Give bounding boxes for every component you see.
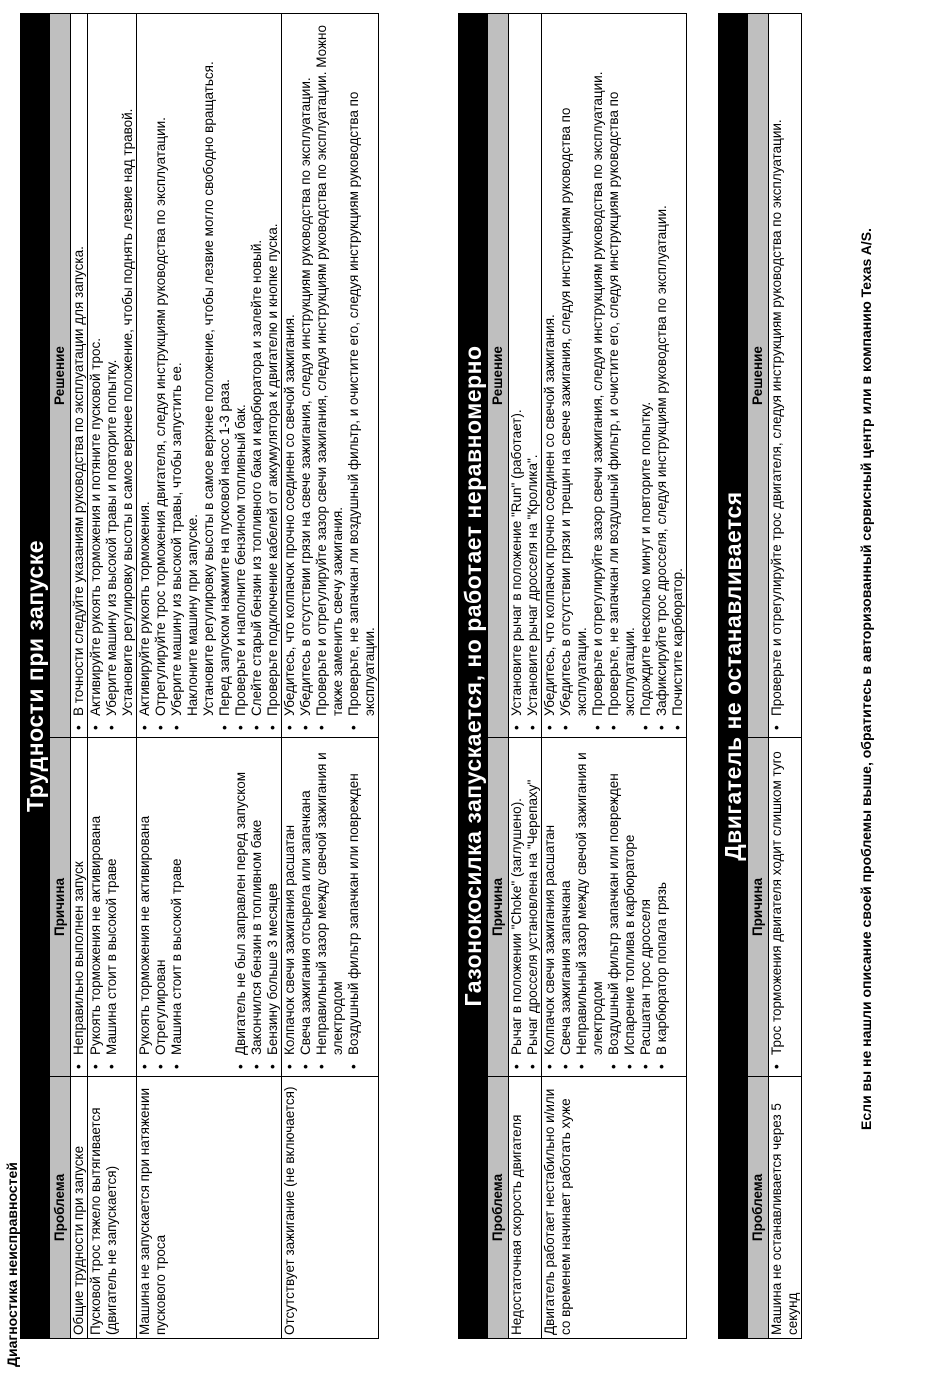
cause-list [88,741,120,1073]
cause-item [346,741,362,1073]
solution-text: Проверьте и отрегулируйте зазор свечи зажигания, следуя инструкциям руководства по эксплуатации. Можно также заменить свечу зажигания. [314,25,345,716]
solution-item [638,17,654,734]
cause-text: Двигатель не был заправлен перед запуском [233,771,248,1055]
cause-item [265,741,281,1073]
solution-item [769,17,785,734]
cause-item [71,741,87,1073]
solution-cell [71,13,88,737]
solution-cell [542,13,687,737]
cause-item [509,741,525,1073]
section-table-uneven-running [458,13,687,1339]
solution-list [769,17,785,734]
solution-text: Почистите карбюратор. [670,568,685,716]
solution-item [153,17,169,734]
header-cause: Причина [50,738,71,1077]
cause-text: Расшатан трос дросселя [638,899,653,1055]
solution-text: Подождите несколько минут и повторите попытку. [638,401,653,716]
solution-text: Установите рычаг в положение "Run" (работает). [509,409,524,716]
solution-text: Уберите машину из высокой травы и повторите попытку. Установите регулировку высоты в самое верхнее положение, чтобы поднять лезвие над травой. [104,108,135,716]
cause-item [249,741,265,1073]
solution-text: Проверьте, не запачкан ли воздушный фильтр, и очистите его, следуя инструкциям руководства по эксплуатации. [346,91,377,716]
header-problem: Проблема [50,1077,71,1339]
cause-text: Бензину больше 3 месяцев [265,883,280,1055]
cause-item [574,741,606,1073]
cause-text: Колпачок свечи зажигания расшатан [282,824,297,1055]
problem-cell: Машина не запускается при натяжении пускового троса [137,1077,282,1339]
solution-list [509,17,541,734]
table-row [769,13,802,1338]
header-cause: Причина [748,738,769,1077]
header-problem: Проблема [748,1077,769,1339]
solution-text: Зафиксируйте трос дросселя, следуя инструкциям руководства по эксплуатации. [654,205,669,716]
cause-text: Рычаг в положении "Choke" (заглушено). [509,798,524,1055]
cause-item [558,741,574,1073]
cause-text: Неправильно выполнен запуск [71,861,86,1055]
problem-cell: Двигатель работает нестабильно и/или со временем начинает работать хуже [542,1077,687,1339]
solution-text: В точности следуйте указаниям руководства по эксплуатации для запуска. [71,246,86,716]
solution-item [525,17,541,734]
solution-item [670,17,686,734]
cause-item [153,741,169,1073]
solution-cell [137,13,282,737]
cause-item [169,741,233,1073]
cause-text: Неправильный зазор между свечой зажигания и электродом [574,752,605,1055]
cause-item [104,741,120,1073]
cause-cell [769,738,802,1077]
cause-list [542,741,670,1073]
solution-item [104,17,136,734]
solution-list [71,17,87,734]
header-solution: Решение [748,13,769,737]
solution-item [88,17,104,734]
solution-text: Убедитесь в отсутствии грязи на свече зажигания, следуя инструкциям руководства по эксплуатации. [298,77,313,716]
section-table-not-stopping [718,13,802,1339]
cause-list [282,741,362,1073]
problem-cell: Отсутствует зажигание (не включается) [282,1077,379,1339]
solution-item [282,17,298,734]
solution-list [282,17,378,734]
cause-item [282,741,298,1073]
cause-text: Свеча зажигания запачкана [558,880,573,1055]
cause-cell [88,738,137,1077]
solution-item [606,17,638,734]
cause-item [233,741,249,1073]
cause-item [622,741,638,1073]
solution-item [265,17,281,734]
problem-cell: Пусковой трос тяжело вытягивается (двигатель не запускается) [88,1077,137,1339]
cause-text: Воздушный фильтр запачкан или поврежден [606,773,621,1055]
cause-item [88,741,104,1073]
solution-item [137,17,153,734]
cause-text: Неправильный зазор между свечой зажигания и электродом [314,752,345,1055]
header-problem: Проблема [488,1077,509,1339]
cause-item [525,741,541,1073]
page-title: Диагностика неисправностей [4,1162,20,1367]
solution-item [169,17,217,734]
solution-list [137,17,281,734]
solution-text: Установите рычаг дросселя на "Кролика". [525,454,540,716]
cause-item [314,741,346,1073]
solution-item [249,17,265,734]
cause-item [137,741,153,1073]
footer-note: Если вы не нашли описание своей проблемы выше, обратитесь в авторизованный сервисный центр или в компанию Texas A/S. [858,228,874,1130]
cause-text: Рукоять торможения не активирована [137,815,152,1055]
solution-item [314,17,346,734]
cause-item [769,741,785,1073]
solution-list [542,17,686,734]
solution-text: Проверьте и отрегулируйте зазор свечи зажигания, следуя инструкциям руководства по эксплуатации. [590,71,605,716]
solution-list [88,17,136,734]
solution-text: Проверьте и отрегулируйте трос двигателя, следуя инструкциям руководства по эксплуатации. [769,119,784,716]
solution-text: Слейте старый бензин из топливного бака и карбюратора и залейте новый. [249,239,264,716]
solution-text: Перед запуском нажмите на пусковой насос 1-3 раза. [217,379,232,716]
cause-item [542,741,558,1073]
section-table-starting [20,13,379,1339]
cause-cell [542,738,687,1077]
solution-text: Уберите машину из высокой травы, чтобы запустить ее. Наклоните машину при запуске. Установите регулировку высоты в самое верхнее положение, чтобы лезвие могло свободно вращаться. [169,61,216,716]
table-row [71,13,88,1338]
solution-item [654,17,670,734]
header-solution: Решение [488,13,509,737]
cause-cell [137,738,282,1077]
solution-item [217,17,233,734]
solution-text: Убедитесь в отсутствии грязи и трещин на свече зажигания, следуя инструкциям руководства по эксплуатации. [558,107,589,716]
section-title: Двигатель не останавливается [719,13,748,1338]
solution-text: Активируйте рукоять торможения. [137,501,152,716]
solution-item [233,17,249,734]
section-title: Трудности при запуске [21,13,50,1338]
table-row [282,13,379,1338]
cause-item [654,741,670,1073]
solution-text: Активируйте рукоять торможения и потяните пусковой трос. [88,337,103,716]
table-row [542,13,687,1338]
problem-cell: Машина не останавливается через 5 секунд [769,1077,802,1339]
solution-cell [769,13,802,737]
cause-text: Отрегулирован [153,959,168,1055]
table-row [88,13,137,1338]
header-solution: Решение [50,13,71,737]
cause-text: В карбюратор попала грязь [654,882,669,1055]
problem-cell: Общие трудности при запуске [71,1077,88,1339]
solution-cell [509,13,542,737]
cause-text: Закончился бензин в топливном баке [249,819,264,1055]
solution-text: Проверьте подключение кабелей от аккумулятора к двигателю и кнопке пуска. [265,223,280,716]
cause-item [638,741,654,1073]
solution-item [542,17,558,734]
cause-list [137,741,281,1073]
cause-item [298,741,314,1073]
solution-text: Убедитесь, что колпачок прочно соединен со свечой зажигания. [542,314,557,716]
solution-item [298,17,314,734]
cause-text: Рукоять торможения не активирована [88,815,103,1055]
cause-cell [282,738,379,1077]
cause-text: Испарение топлива в карбюраторе [622,834,637,1055]
solution-item [346,17,378,734]
solution-cell [88,13,137,737]
solution-text: Убедитесь, что колпачок прочно соединен со свечой зажигания. [282,314,297,716]
cause-text: Трос торможения двигателя ходит слишком туго [769,751,784,1055]
solution-text: Проверьте, не запачкан ли воздушный фильтр, и очистите его, следуя инструкциям руководства по эксплуатации. [606,91,637,716]
table-row [137,13,282,1338]
problem-cell: Недостаточная скорость двигателя [509,1077,542,1339]
solution-item [509,17,525,734]
solution-text: Проверьте и наполните бензином топливный бак. [233,404,248,716]
cause-list [509,741,541,1073]
cause-list [769,741,785,1073]
cause-text: Рычаг дросселя установлена на "Черепаху" [525,779,540,1055]
cause-item [606,741,622,1073]
cause-text: Воздушный фильтр запачкан или поврежден [346,773,361,1055]
cause-text: Машина стоит в высокой траве [169,858,184,1055]
table-row [509,13,542,1338]
header-cause: Причина [488,738,509,1077]
solution-item [590,17,606,734]
section-title: Газонокосилка запускается, но работает неравномерно [459,13,488,1338]
cause-text: Машина стоит в высокой траве [104,858,119,1055]
cause-cell [509,738,542,1077]
cause-list [71,741,87,1073]
cause-text: Колпачок свечи зажигания расшатан [542,824,557,1055]
solution-item [558,17,590,734]
cause-cell [71,738,88,1077]
solution-text: Отрегулируйте трос торможения двигателя, следуя инструкциям руководства по эксплуатации. [153,117,168,716]
solution-cell [282,13,379,737]
cause-text: Свеча зажигания отсырела или запачкана [298,790,313,1055]
solution-item [71,17,87,734]
